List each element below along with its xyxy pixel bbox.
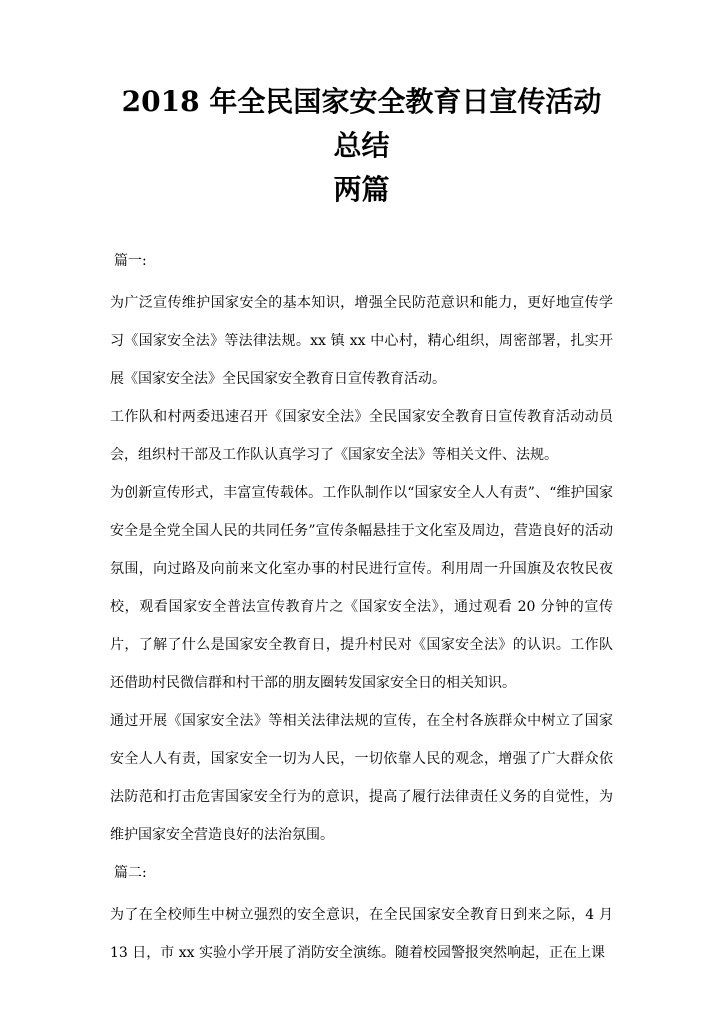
document-title-line-2: 两篇 [333,173,390,206]
document-content [110,80,613,972]
section-1-paragraph-4: 通过开展《国家安全法》等相关法律法规的宣传，在全村各族群众中树立了国家安全人人有责，国家安全一切为人民，一切依靠人民的观念，增强了广大群众依法防范和打击危害国家安全行为的意识，提高了履行法律责任义务的自觉性，为维护国家安全营造良好的法治氛围。 [110,713,613,843]
document-title-line-1: 2018 年全民国家安全教育日宣传活动总结 [121,85,602,162]
section-2-paragraph-1: 为了在全校师生中树立强烈的安全意识，在全民国家安全教育日到来之际，4 月 13 日，市 xx 实验小学开展了消防安全演练。随着校园警报突然响起，正在上课 [110,907,613,961]
section-1-paragraph-2: 工作队和村两委迅速召开《国家安全法》全民国家安全教育日宣传教育活动动员会，组织村干部及工作队认真学习了《国家安全法》等相关文件、法规。 [110,409,613,463]
section-2-heading: 篇二: [114,865,147,881]
document-title [110,80,613,212]
section-1-paragraph-1: 为广泛宣传维护国家安全的基本知识，增强全民防范意识和能力，更好地宣传学习《国家安全法》等法律法规。xx 镇 xx 中心村，精心组织，周密部署，扎实开展《国家安全法》全民国家安全教育日宣传教育活动。 [110,295,613,387]
section-1-paragraph-3: 为创新宣传形式，丰富宣传载体。工作队制作以“国家安全人人有责”、“维护国家安全是全党全国人民的共同任务”宣传条幅悬挂于文化室及周边，营造良好的活动氛围，向过路及向前来文化室办事的村民进行宣传。利用周一升国旗及农牧民夜校，观看国家安全普法宣传教育片之《国家安全法》，通过观看 20 分钟的宣传片，了解了什么是国家安全教育日，提升村民对《国家安全法》的认识。工作队还借助村民微信群和村干部的朋友圈转发国家安全日的相关知识。 [110,485,613,691]
section-1-heading: 篇一: [114,253,147,269]
